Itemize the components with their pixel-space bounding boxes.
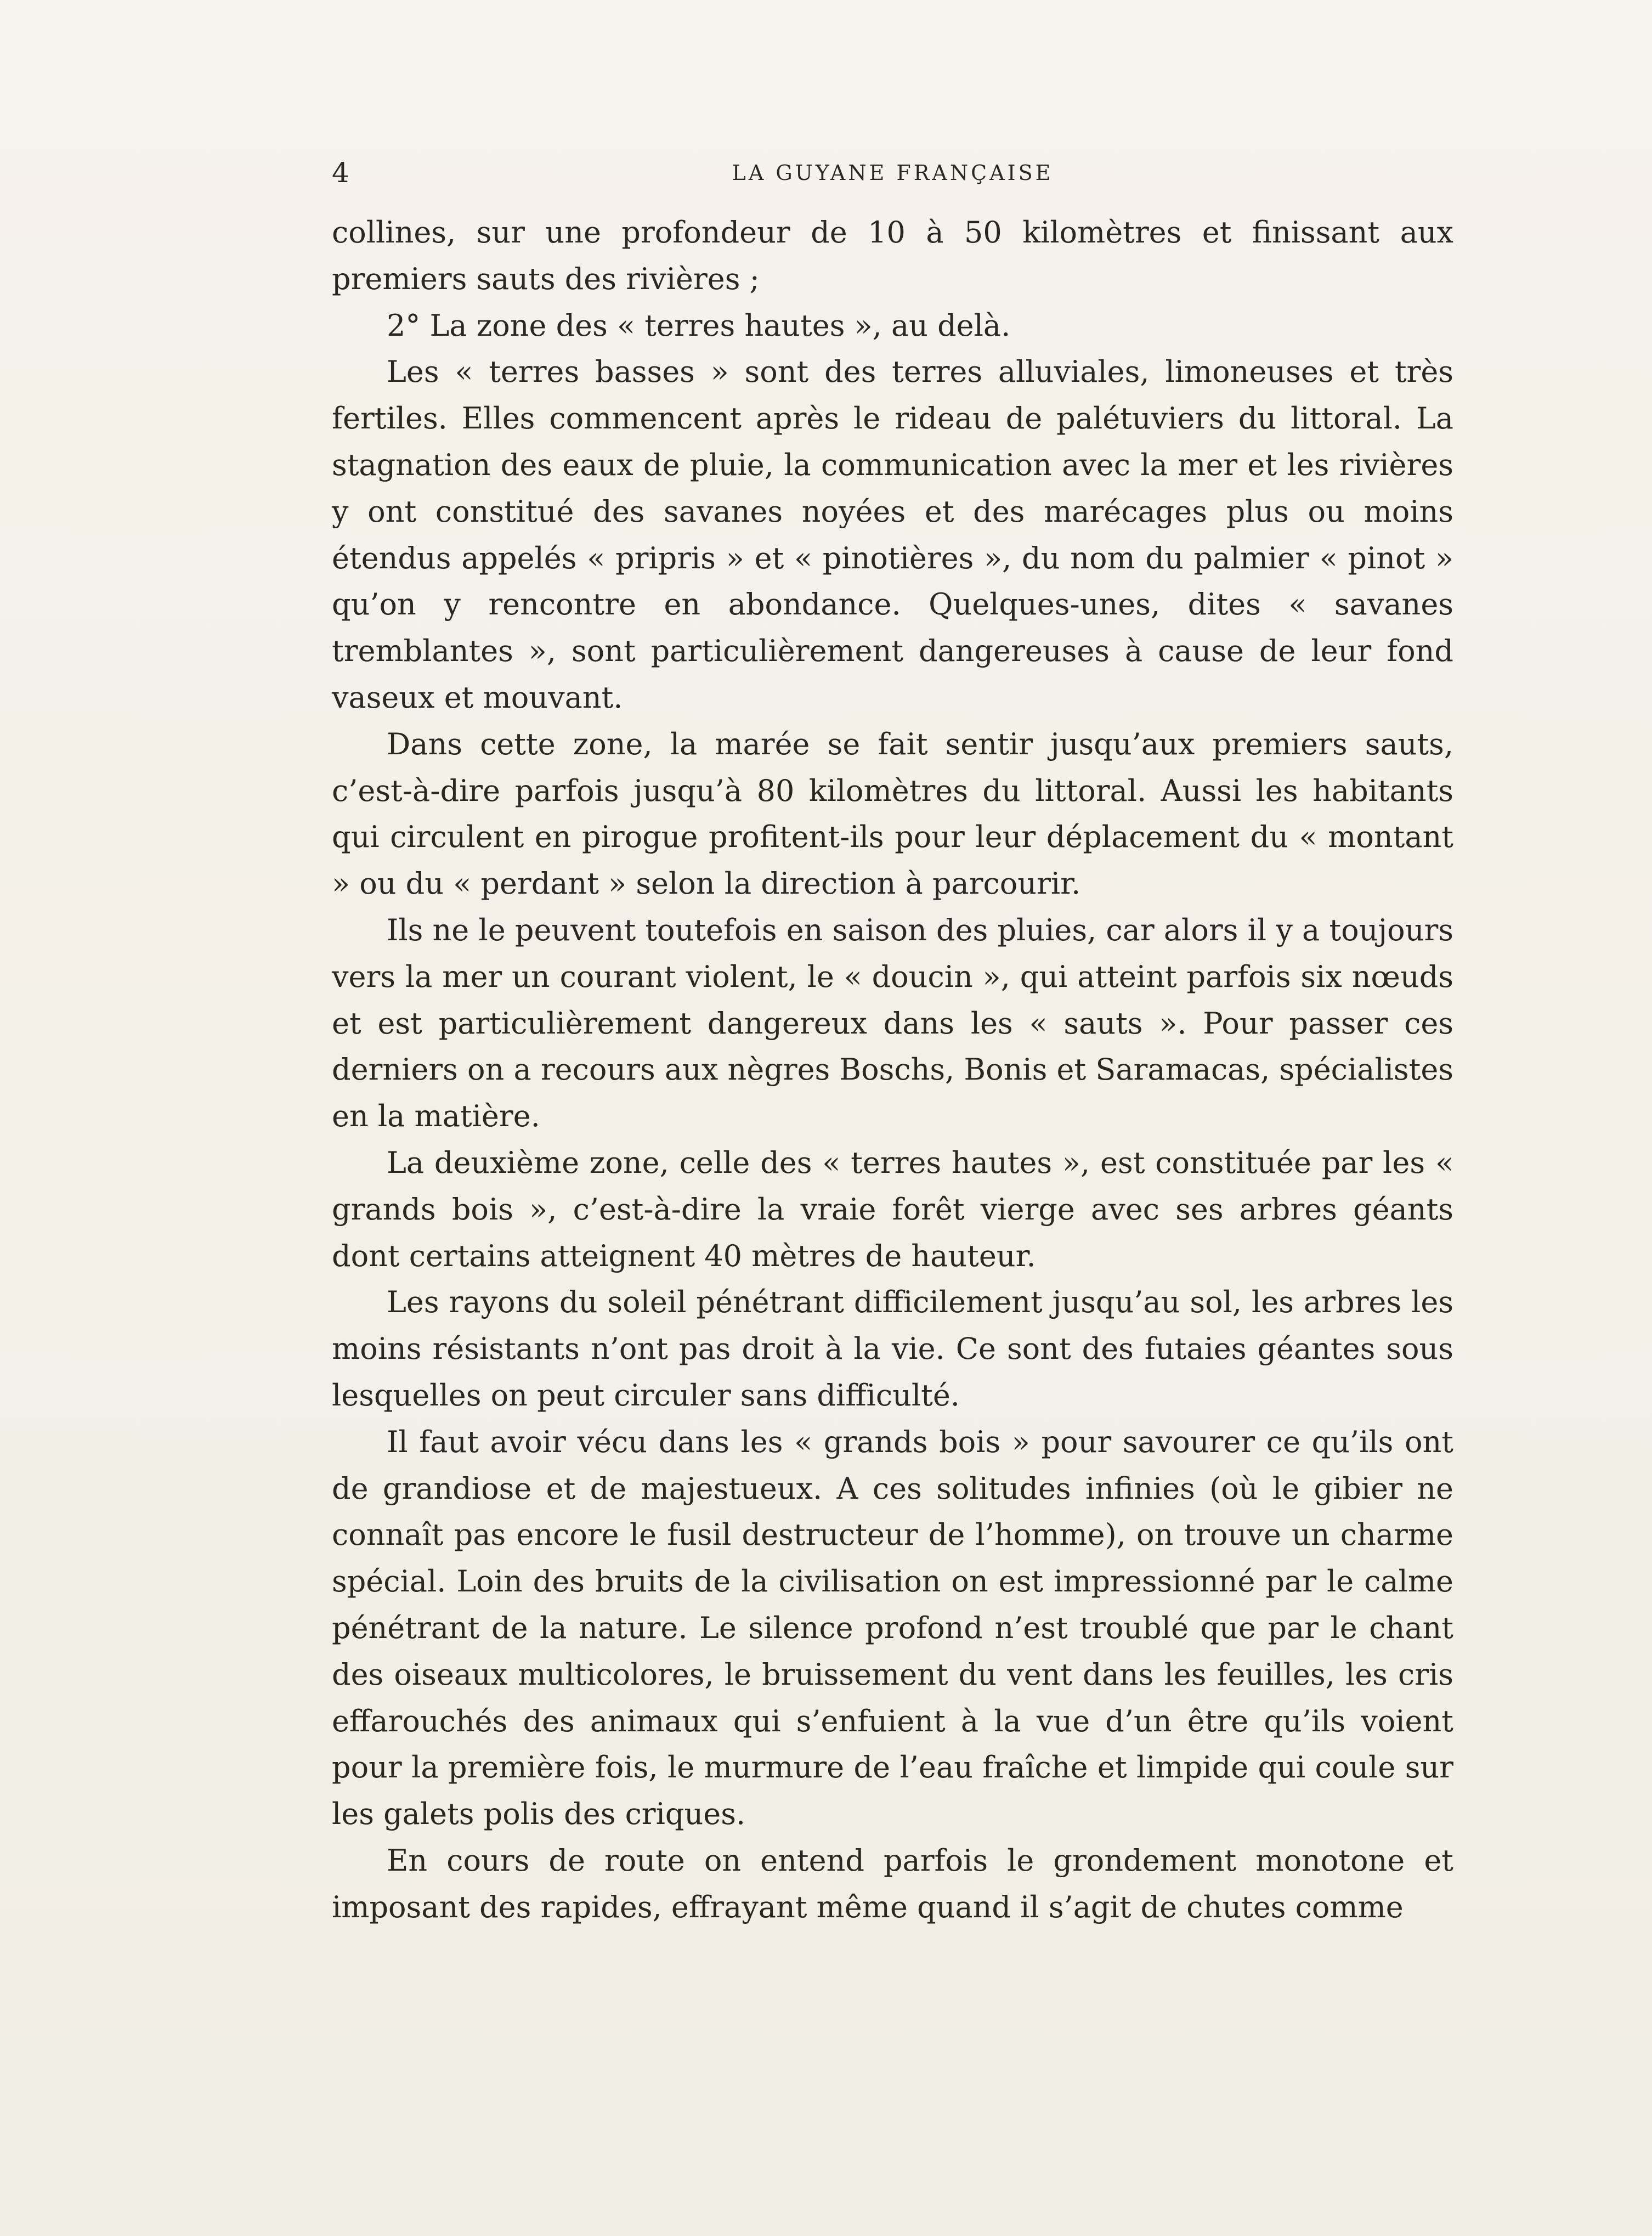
paragraph: Les rayons du soleil pénétrant difficilement jusqu’au sol, les arbres les moins résistants n’ont pas droit à la vie. Ce sont des futaies géantes sous lesquelles on peut circuler sans difficulté. [332, 1285, 1453, 1413]
page-number: 4 [332, 157, 349, 189]
paragraph: Dans cette zone, la marée se fait sentir jusqu’aux premiers sauts, c’est-à-dire parfois jusqu’à 80 kilomètres du littoral. Aussi les habitants qui circulent en pirogue profitent-ils pour leur déplacement du « montant » ou du « perdant » selon la direction à parcourir. [332, 726, 1453, 901]
body-text [332, 210, 1453, 1930]
paragraph: 2° La zone des « terres hautes », au delà. [387, 308, 1011, 343]
running-title: LA GUYANE FRANÇAISE [732, 161, 1054, 185]
paragraph: Il faut avoir vécu dans les « grands bois » pour savourer ce qu’ils ont de grandiose et de majestueux. A ces solitudes infinies (où le gibier ne connaît pas encore le fusil destructeur de l’homme), on trouve un charme spécial. Loin des bruits de la civilisation on est impressionné par le calme pénétrant de la nature. Le silence profond n’est troublé que par le chant des oiseaux multicolores, le bruissement du vent dans les feuilles, les cris effarouchés des animaux qui s’enfuient à la vue d’un être qu’ils voient pour la première fois, le murmure de l’eau fraîche et limpide qui coule sur les galets polis des criques. [332, 1424, 1453, 1832]
paragraph: Les « terres basses » sont des terres alluviales, limoneuses et très fertiles. Elles commencent après le rideau de palétuviers du littoral. La stagnation des eaux de pluie, la communication avec la mer et les rivières y ont constitué des savanes noyées et des marécages plus ou moins étendus appelés « pripris » et « pinotières », du nom du palmier « pinot » qu’on y rencontre en abondance. Quelques-unes, dites « savanes tremblantes », sont particulièrement dangereuses à cause de leur fond vaseux et mouvant. [332, 354, 1453, 715]
paragraph: collines, sur une profondeur de 10 à 50 kilomètres et finissant aux premiers sauts des rivières ; [332, 215, 1453, 296]
running-head [332, 154, 1453, 192]
paragraph: Ils ne le peuvent toutefois en saison des pluies, car alors il y a toujours vers la mer un courant violent, le « doucin », qui atteint parfois six nœuds et est particulièrement dangereux dans les « sauts ». Pour passer ces derniers on a recours aux nègres Boschs, Bonis et Saramacas, spécialistes en la matière. [332, 912, 1453, 1134]
paragraph: La deuxième zone, celle des « terres hautes », est constituée par les « grands bois », c’est-à-dire la vraie forêt vierge avec ses arbres géants dont certains atteignent 40 mètres de hauteur. [332, 1145, 1453, 1273]
paragraph: En cours de route on entend parfois le grondement monotone et imposant des rapides, effrayant même quand il s’agit de chutes comme [332, 1843, 1453, 1924]
